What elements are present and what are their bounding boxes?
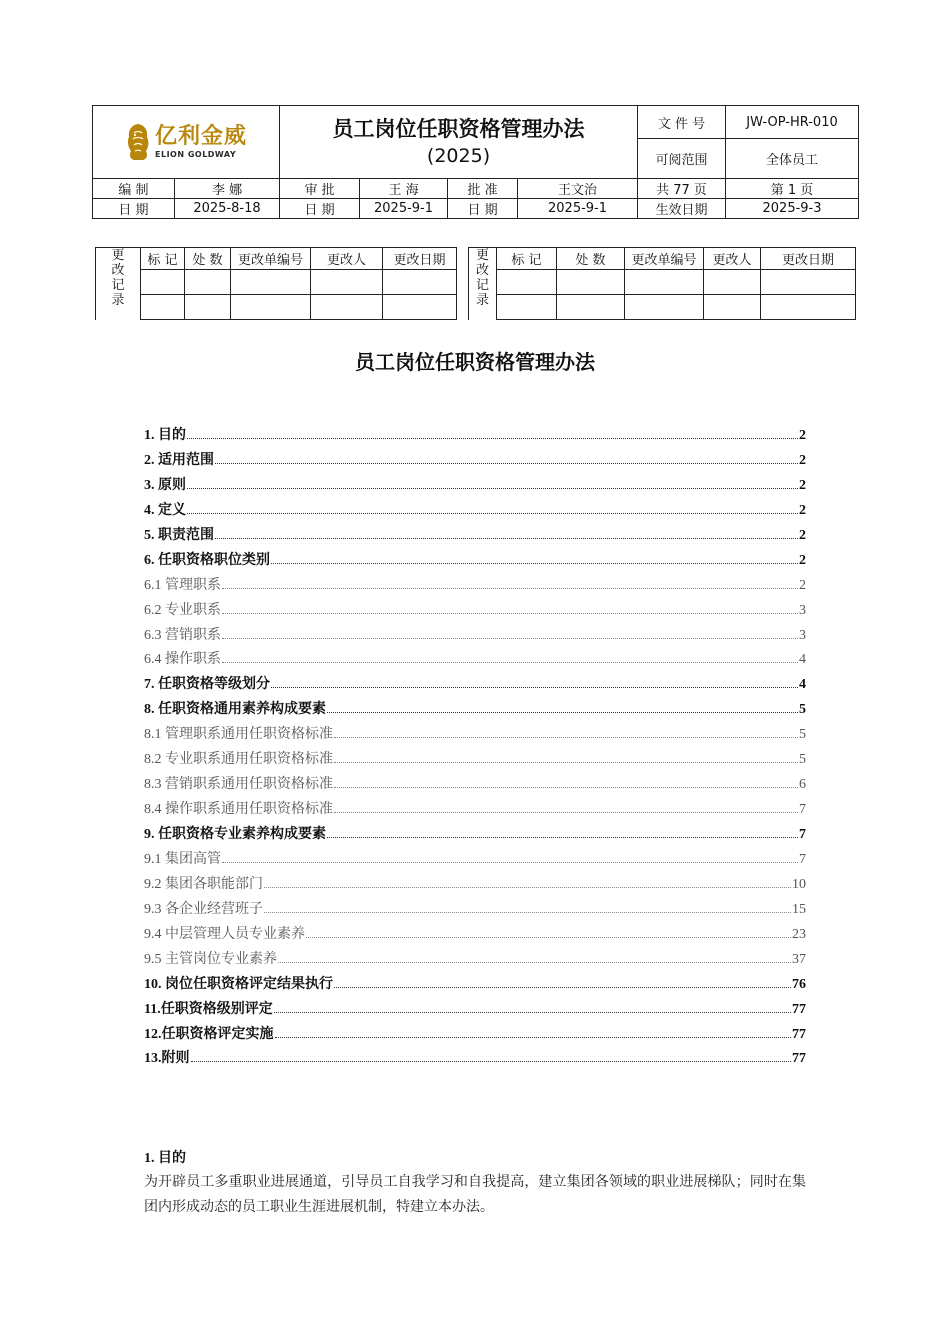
toc-entry[interactable] (144, 599, 806, 624)
toc-entry-label: 6.1 管理职系 (144, 577, 221, 593)
toc-entry-page: 6 (799, 777, 806, 793)
section-heading: 1. 目的 (144, 1151, 186, 1166)
toc-entry-page: 7 (799, 802, 806, 818)
toc-entry-label: 2. 适用范围 (144, 452, 214, 468)
reviewed-by: 王 海 (360, 179, 448, 199)
effective-date: 2025-9-3 (726, 199, 859, 219)
toc-dot-leader (306, 937, 791, 938)
effective-date-label: 生效日期 (638, 199, 726, 219)
toc-entry-label: 9.3 各企业经营班子 (144, 901, 263, 917)
document-title: 员工岗位任职资格管理办法 (355, 350, 595, 374)
revision-header-mark: 标 记 (141, 248, 185, 270)
revision-header-count: 处 数 (557, 248, 625, 270)
toc-entry-page: 5 (799, 727, 806, 743)
logo-chinese-name: 亿利金威 (155, 123, 248, 149)
toc-entry-label: 12.任职资格评定实施 (144, 1026, 274, 1042)
toc-dot-leader (222, 638, 798, 639)
toc-entry-page: 5 (799, 752, 806, 768)
lion-emblem-icon (125, 123, 151, 161)
toc-entry[interactable] (144, 524, 806, 549)
revision-row (96, 270, 457, 295)
toc-entry-page: 3 (799, 627, 806, 643)
toc-entry-label: 8.3 营销职系通用任职资格标准 (144, 777, 333, 793)
toc-entry[interactable] (144, 948, 806, 973)
toc-entry-page: 76 (792, 976, 806, 992)
approved-date: 2025-9-1 (518, 199, 638, 219)
toc-entry-page: 4 (799, 677, 806, 693)
toc-entry-label: 5. 职责范围 (144, 527, 214, 543)
toc-entry-page: 2 (799, 428, 806, 443)
toc-entry-page: 7 (799, 827, 806, 842)
toc-dot-leader (215, 463, 798, 464)
prepared-date: 2025-8-18 (175, 199, 280, 219)
toc-dot-leader (334, 737, 798, 738)
prepared-date-label: 日 期 (93, 199, 175, 219)
header-title: 员工岗位任职资格管理办法 (332, 117, 585, 141)
revision-row (469, 295, 856, 320)
toc-entry-label: 13.附则 (144, 1051, 190, 1067)
toc-entry[interactable] (144, 1023, 806, 1048)
toc-dot-leader (187, 513, 798, 514)
table-of-contents (144, 424, 806, 1072)
toc-dot-leader (271, 563, 798, 564)
toc-entry[interactable] (144, 474, 806, 499)
toc-entry[interactable] (144, 748, 806, 773)
toc-dot-leader (327, 712, 798, 713)
toc-entry-label: 9.1 集团高管 (144, 851, 221, 867)
revision-row (469, 270, 856, 295)
toc-entry[interactable] (144, 773, 806, 798)
toc-entry-page: 77 (792, 1001, 806, 1017)
toc-entry-label: 11.任职资格级别评定 (144, 1001, 273, 1017)
toc-entry-label: 9.2 集团各职能部门 (144, 876, 263, 892)
toc-entry-label: 4. 定义 (144, 502, 186, 518)
toc-dot-leader (334, 987, 791, 988)
revision-table-right (468, 247, 856, 320)
approved-by: 王文治 (518, 179, 638, 199)
total-pages: 共 77 页 (638, 179, 726, 199)
revision-header-change-no: 更改单编号 (625, 248, 704, 270)
reviewed-date: 2025-9-1 (360, 199, 448, 219)
file-number-value: JW-OP-HR-010 (726, 106, 859, 139)
toc-entry-label: 8.4 操作职系通用任职资格标准 (144, 802, 333, 818)
toc-dot-leader (264, 887, 791, 888)
toc-entry-label: 9.4 中层管理人员专业素养 (144, 926, 305, 942)
toc-entry-label: 7. 任职资格等级划分 (144, 677, 270, 693)
toc-entry[interactable] (144, 873, 806, 898)
toc-entry-page: 4 (799, 652, 806, 668)
current-page: 第 1 页 (726, 179, 859, 199)
toc-entry-label: 6. 任职资格职位类别 (144, 552, 270, 568)
revision-row (96, 295, 457, 320)
toc-dot-leader (215, 538, 798, 539)
toc-entry[interactable] (144, 648, 806, 673)
toc-entry[interactable] (144, 848, 806, 873)
document-header-table (92, 105, 859, 219)
toc-entry-page: 7 (799, 851, 806, 867)
document-title-cell (280, 106, 638, 179)
toc-entry[interactable] (144, 798, 806, 823)
toc-dot-leader (271, 687, 798, 688)
logo-english-name: ELION GOLDWAY (155, 149, 237, 159)
revision-side-label: 更 改 记 录 (96, 248, 141, 320)
toc-dot-leader (275, 1037, 792, 1038)
toc-entry-label: 8.1 管理职系通用任职资格标准 (144, 727, 333, 743)
toc-entry[interactable] (144, 499, 806, 524)
reviewed-label: 审 批 (280, 179, 360, 199)
toc-dot-leader (222, 613, 798, 614)
toc-entry[interactable] (144, 673, 806, 698)
toc-dot-leader (222, 862, 798, 863)
revision-header-date: 更改日期 (761, 248, 856, 270)
header-year: (2025) (426, 145, 491, 167)
revision-header-date: 更改日期 (383, 248, 457, 270)
toc-entry-page: 37 (792, 951, 806, 967)
revision-table-left (95, 247, 457, 320)
toc-entry-label: 9.5 主管岗位专业素养 (144, 951, 277, 967)
toc-entry[interactable] (144, 624, 806, 649)
toc-dot-leader (327, 837, 798, 838)
company-logo (93, 106, 280, 179)
toc-entry-label: 6.4 操作职系 (144, 652, 221, 668)
toc-dot-leader (222, 588, 798, 589)
toc-entry[interactable] (144, 1047, 806, 1072)
toc-entry-label: 9. 任职资格专业素养构成要素 (144, 827, 326, 842)
toc-entry[interactable] (144, 723, 806, 748)
toc-dot-leader (191, 1061, 792, 1062)
revision-header-change-no: 更改单编号 (231, 248, 311, 270)
revision-header-changer: 更改人 (311, 248, 383, 270)
toc-entry-page: 2 (799, 527, 806, 543)
toc-entry-page: 5 (799, 702, 806, 718)
toc-entry-page: 2 (799, 577, 806, 593)
toc-entry[interactable] (144, 574, 806, 599)
toc-entry-page: 2 (799, 452, 806, 468)
toc-entry-page: 2 (799, 502, 806, 518)
toc-entry[interactable] (144, 898, 806, 923)
toc-entry-label: 3. 原则 (144, 477, 186, 493)
toc-entry-page: 3 (799, 602, 806, 618)
revision-record-area (95, 247, 855, 319)
approved-label: 批 准 (448, 179, 518, 199)
revision-side-label: 更 改 记 录 (469, 248, 497, 320)
toc-entry[interactable] (144, 424, 806, 449)
toc-entry-page: 15 (792, 901, 806, 917)
section-body: 为开辟员工多重职业进展通道，引导员工自我学习和自我提高，建立集团各领域的职业进展梯队；同时在集团内形成动态的员工职业生涯进展机制，特建立本办法。 (144, 1175, 806, 1215)
scope-label: 可阅范围 (638, 139, 726, 179)
toc-entry[interactable] (144, 549, 806, 574)
toc-dot-leader (334, 812, 798, 813)
toc-entry-label: 6.3 营销职系 (144, 627, 221, 643)
toc-entry[interactable] (144, 823, 806, 848)
scope-value: 全体员工 (726, 139, 859, 179)
toc-dot-leader (222, 662, 798, 663)
toc-entry-page: 2 (799, 552, 806, 568)
toc-entry-label: 8.2 专业职系通用任职资格标准 (144, 752, 333, 768)
toc-dot-leader (274, 1012, 791, 1013)
toc-entry-label: 8. 任职资格通用素养构成要素 (144, 702, 326, 718)
toc-entry[interactable] (144, 998, 806, 1023)
toc-dot-leader (334, 787, 798, 788)
toc-dot-leader (187, 488, 798, 489)
toc-entry[interactable] (144, 923, 806, 948)
toc-dot-leader (278, 962, 791, 963)
prepared-label: 编 制 (93, 179, 175, 199)
toc-entry-label: 10. 岗位任职资格评定结果执行 (144, 976, 333, 992)
approved-date-label: 日 期 (448, 199, 518, 219)
revision-header-mark: 标 记 (497, 248, 557, 270)
toc-entry-label: 6.2 专业职系 (144, 602, 221, 618)
toc-entry-page: 2 (799, 477, 806, 493)
toc-entry[interactable] (144, 449, 806, 474)
toc-entry-page: 10 (792, 876, 806, 892)
toc-dot-leader (264, 912, 791, 913)
toc-entry-page: 77 (792, 1051, 806, 1067)
toc-dot-leader (187, 438, 798, 439)
toc-entry-page: 77 (792, 1026, 806, 1042)
file-number-label: 文 件 号 (638, 106, 726, 139)
toc-entry[interactable] (144, 973, 806, 998)
toc-entry-page: 23 (792, 926, 806, 942)
toc-entry-label: 1. 目的 (144, 428, 186, 443)
toc-entry[interactable] (144, 698, 806, 723)
revision-header-changer: 更改人 (704, 248, 761, 270)
revision-header-count: 处 数 (185, 248, 231, 270)
toc-dot-leader (334, 762, 798, 763)
reviewed-date-label: 日 期 (280, 199, 360, 219)
prepared-by: 李 娜 (175, 179, 280, 199)
